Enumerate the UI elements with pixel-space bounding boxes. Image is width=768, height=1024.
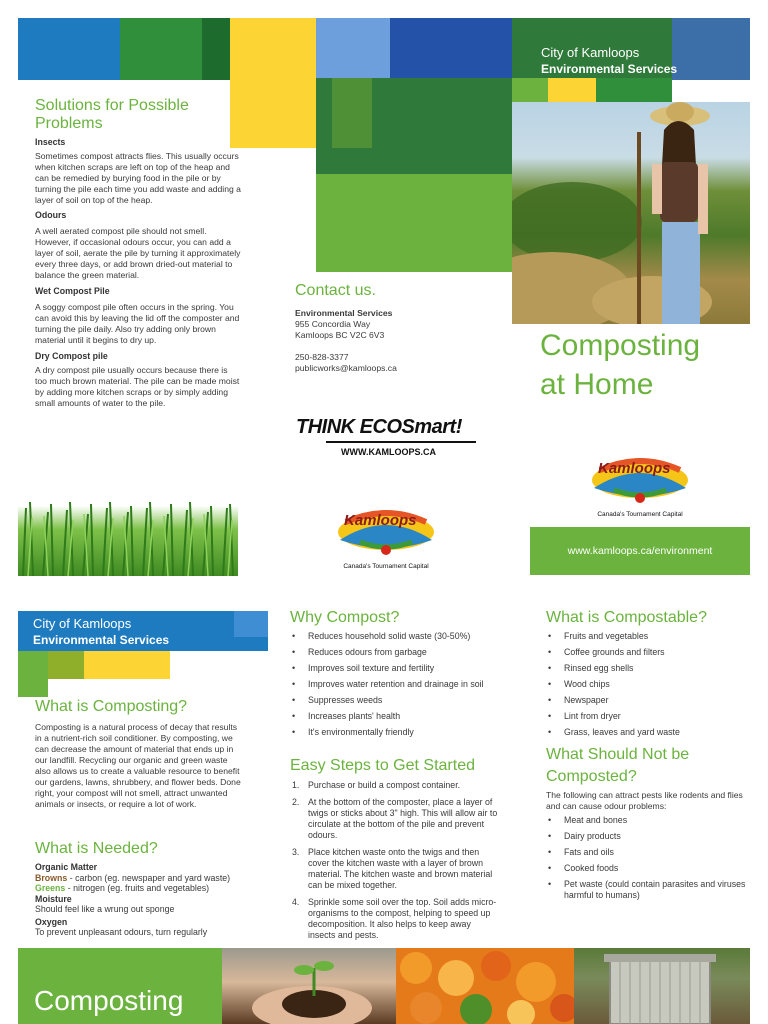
browns-label: Browns bbox=[35, 872, 68, 883]
step-number: 1. bbox=[292, 780, 300, 790]
list-item: • Improves soil texture and fertility bbox=[290, 663, 500, 674]
color-block bbox=[18, 651, 48, 697]
list-item: • Grass, leaves and yard waste bbox=[546, 727, 746, 738]
needed-moisture-text: Should feel like a wrung out sponge bbox=[35, 904, 175, 914]
browns-text: - carbon (eg. newspaper and yard waste) bbox=[67, 872, 231, 883]
steps-list bbox=[290, 780, 500, 947]
color-block bbox=[316, 174, 512, 272]
color-block bbox=[18, 18, 120, 80]
not-composted-title: What Should Not be Composted? bbox=[546, 746, 690, 785]
kamloops-logo-tagline: Canada's Tournament Capital bbox=[597, 511, 683, 518]
inner-banner-org: City of Kamloops bbox=[33, 616, 132, 631]
grass-photo bbox=[18, 498, 238, 576]
contact-email[interactable]: publicworks@kamloops.ca bbox=[295, 363, 397, 373]
kamloops-logo-name: Kamloops bbox=[344, 512, 417, 529]
url-bar[interactable] bbox=[530, 527, 750, 575]
compostable-title: What is Compostable? bbox=[546, 609, 707, 626]
composter-bin-photo bbox=[574, 948, 750, 1024]
list-item: • Improves water retention and drainage in soil bbox=[290, 679, 500, 690]
list-item: • Meat and bones bbox=[546, 815, 751, 826]
not-composted-list bbox=[546, 815, 751, 906]
color-block bbox=[332, 78, 372, 148]
cover-title-line1: Composting bbox=[540, 329, 701, 362]
color-block bbox=[202, 18, 230, 80]
color-block bbox=[316, 18, 390, 78]
not-composted-intro: The following can attract pests like rodents and flies and can cause odour problems: bbox=[546, 790, 743, 811]
grass-icon bbox=[18, 498, 238, 576]
step-text: At the bottom of the composter, place a layer of twigs or sticks about 3" high. This will allow air to circulate at the bottom of the pile and prevent odours. bbox=[308, 797, 498, 840]
woman-gardener-photo bbox=[512, 102, 750, 324]
kamloops-logo-tagline: Canada's Tournament Capital bbox=[343, 563, 429, 570]
list-item: • Newspaper bbox=[546, 695, 746, 706]
problem-heading: Insects bbox=[35, 137, 66, 147]
color-block bbox=[120, 18, 202, 80]
contact-org: Environmental Services bbox=[295, 308, 393, 318]
list-item: • It's environmentally friendly bbox=[290, 727, 500, 738]
greens-text: - nitrogen (eg. fruits and vegetables) bbox=[65, 883, 210, 893]
list-item: • Fruits and vegetables bbox=[546, 631, 746, 642]
needed-oxygen: Oxygen bbox=[35, 916, 68, 927]
needed-greens bbox=[35, 883, 245, 894]
needed-oxygen-text: To prevent unpleasant odours, turn regularly bbox=[35, 927, 208, 937]
problems-title: Solutions for Possible Problems bbox=[35, 97, 189, 132]
composter-icon bbox=[574, 948, 750, 1024]
step-text: Purchase or build a compost container. bbox=[308, 780, 461, 790]
list-item: • Coffee grounds and filters bbox=[546, 647, 746, 658]
problem-text: A dry compost pile usually occurs because there is too much brown material. The pile can be made moist by adding more kitchen scraps or by simply adding small amounts of water to the pile. bbox=[35, 365, 240, 408]
ecosmart-slogan: THINK ECOSmart! bbox=[296, 416, 462, 438]
what-is-text: Composting is a natural process of decay that results in a nutrient-rich soil conditioner. By composting, we can decrease the amount of material that ends up in our landfill. Recycling our organic and green waste also allows us to create a valuable resource to benefit our gardens, lawns, shrubbery, and flower beds. Done right, your compost will not smell, attract unwanted animals or insects, or require a lot of work. bbox=[35, 722, 241, 809]
step-text: Sprinkle some soil over the top. Soil adds micro-organisms to the compost, helping to speed up decomposition. It also helps to keep away insects and pests. bbox=[308, 897, 497, 940]
problem-heading: Wet Compost Pile bbox=[35, 286, 110, 296]
needed-browns bbox=[35, 873, 245, 884]
needed-organic: Organic Matter bbox=[35, 862, 98, 872]
color-block bbox=[672, 18, 750, 80]
inner-banner-dept: Environmental Services bbox=[33, 633, 170, 647]
problem-text: A soggy compost pile often occurs in the spring. You can avoid this by leaving the lid off the composter and turning the pile daily. Also try adding only brown material until it begins to dry up. bbox=[35, 302, 240, 345]
contact-block bbox=[295, 308, 495, 374]
contact-address2: Kamloops BC V2C 6V3 bbox=[295, 330, 385, 340]
list-item: • Reduces household solid waste (30-50%) bbox=[290, 631, 500, 642]
hands-seedling-photo bbox=[222, 948, 396, 1024]
color-block bbox=[596, 78, 672, 102]
color-block bbox=[84, 651, 170, 679]
kamloops-logo bbox=[330, 500, 442, 570]
step-item bbox=[290, 797, 500, 841]
url-text[interactable]: www.kamloops.ca/environment bbox=[567, 545, 713, 557]
list-item: • Fats and oils bbox=[546, 847, 751, 858]
greens-label: Greens bbox=[35, 883, 66, 893]
ecosmart-logo bbox=[296, 416, 486, 476]
food-scraps-photo bbox=[396, 948, 574, 1024]
color-block bbox=[390, 18, 512, 78]
step-item bbox=[290, 847, 500, 891]
why-list bbox=[290, 631, 500, 743]
list-item: • Wood chips bbox=[546, 679, 746, 690]
problems-section bbox=[35, 137, 241, 409]
list-item: • Reduces odours from garbage bbox=[290, 647, 500, 658]
problem-heading: Odours bbox=[35, 210, 67, 220]
problem-heading: Dry Compost pile bbox=[35, 351, 108, 361]
compostable-list bbox=[546, 631, 746, 743]
ecosmart-url: WWW.KAMLOOPS.CA bbox=[341, 447, 436, 457]
step-text: Place kitchen waste onto the twigs and then cover the kitchen waste with a layer of brown material. The kitchen waste and brown material can be mixed together. bbox=[308, 847, 493, 890]
cover-title-line2: at Home bbox=[540, 368, 654, 401]
list-item: • Suppresses weeds bbox=[290, 695, 500, 706]
problem-text: A well aerated compost pile should not smell. However, if occasional odours occur, you can add a layer of soil, aerate the pile by turning it approximately every three days, or add brown dried-out material to balance the green material. bbox=[35, 226, 241, 280]
step-number: 2. bbox=[292, 797, 300, 807]
color-block bbox=[548, 78, 596, 102]
steps-title: Easy Steps to Get Started bbox=[290, 757, 475, 774]
kamloops-logo bbox=[584, 448, 696, 518]
list-item: • Lint from dryer bbox=[546, 711, 746, 722]
step-item bbox=[290, 780, 500, 791]
contact-address1: 955 Concordia Way bbox=[295, 319, 371, 329]
needed-title: What is Needed? bbox=[35, 840, 158, 857]
list-item: • Pet waste (could contain parasites and viruses harmful to humans) bbox=[546, 879, 751, 901]
woman-figure-icon bbox=[512, 102, 750, 324]
seedling-icon bbox=[222, 948, 396, 1024]
footer-title: Composting bbox=[34, 985, 184, 1016]
why-title: Why Compost? bbox=[290, 609, 400, 626]
list-item: • Dairy products bbox=[546, 831, 751, 842]
list-item: • Cooked foods bbox=[546, 863, 751, 874]
banner-dept: Environmental Services bbox=[541, 62, 678, 76]
color-block bbox=[234, 611, 268, 637]
needed-moisture: Moisture bbox=[35, 893, 72, 904]
ecosmart-underline bbox=[326, 441, 476, 443]
kamloops-logo-name: Kamloops bbox=[598, 460, 671, 477]
step-number: 3. bbox=[292, 847, 300, 857]
step-item bbox=[290, 897, 500, 941]
list-item: • Rinsed egg shells bbox=[546, 663, 746, 674]
list-item: • Increases plants' health bbox=[290, 711, 500, 722]
color-block bbox=[48, 651, 84, 679]
what-is-title: What is Composting? bbox=[35, 698, 188, 715]
contact-phone: 250-828-3377 bbox=[295, 352, 349, 362]
problem-text: Sometimes compost attracts flies. This usually occurs when kitchen scraps are left on top of the heap and can be remedied by burying food in the pile or by turning the pile each time you add waste and adding a layer of soil on top of the heap. bbox=[35, 151, 241, 205]
orange-peels-icon bbox=[396, 948, 574, 1024]
contact-title: Contact us. bbox=[295, 282, 376, 299]
needed-block bbox=[35, 862, 245, 938]
banner-org: City of Kamloops bbox=[541, 45, 640, 60]
step-number: 4. bbox=[292, 897, 300, 907]
